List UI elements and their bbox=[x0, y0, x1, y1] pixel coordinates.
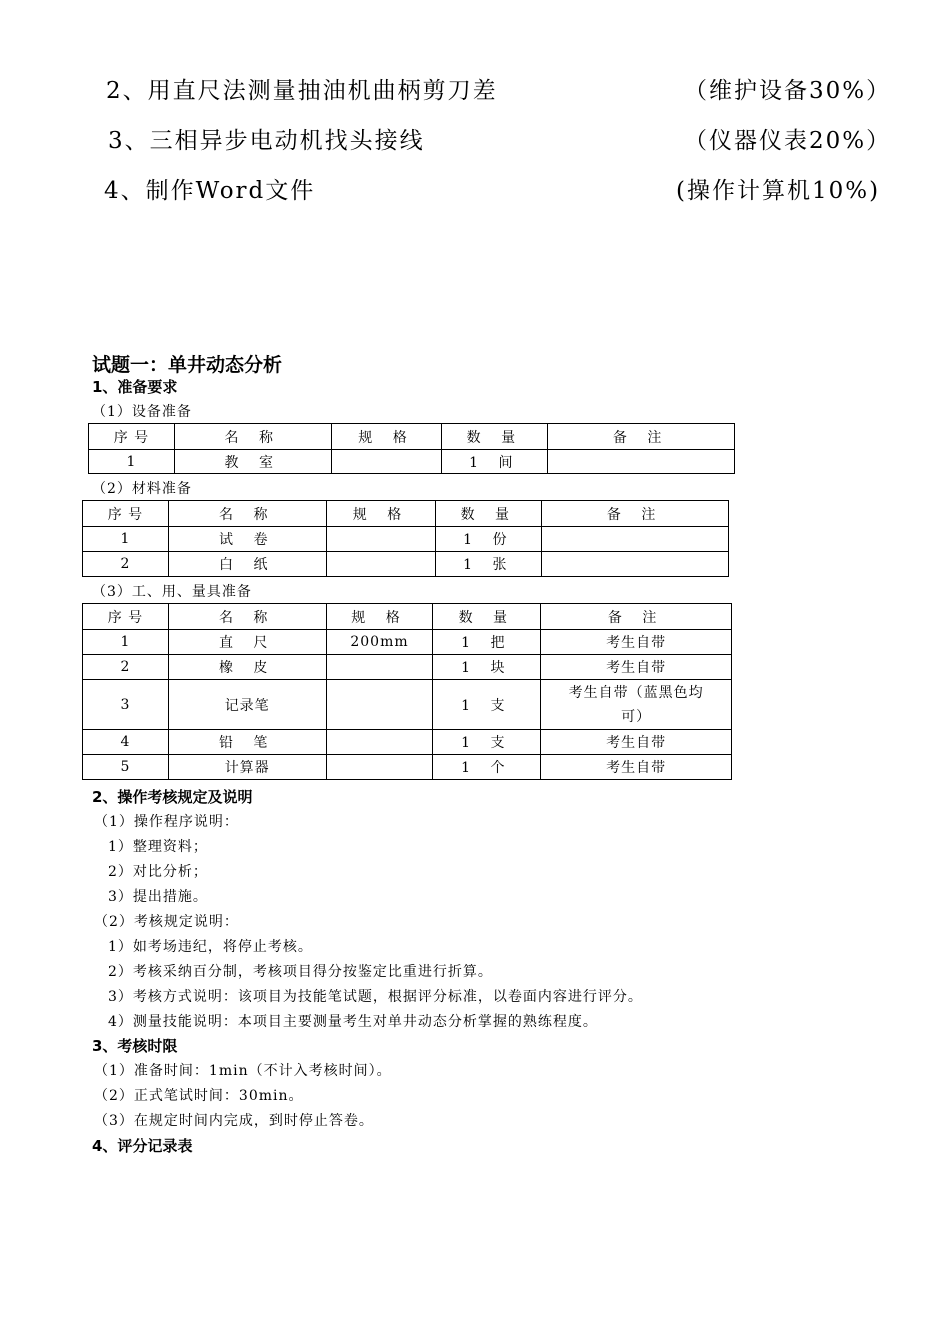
table-cell: 1 间 bbox=[442, 450, 548, 474]
materials-caption: （2）材料准备 bbox=[92, 481, 192, 497]
table-cell bbox=[326, 527, 436, 552]
table-cell: 考生自带（蓝黑色均可） bbox=[541, 680, 732, 730]
table-cell: 考生自带 bbox=[541, 730, 732, 755]
tools-caption: （3）工、用、量具准备 bbox=[92, 584, 252, 600]
table-cell bbox=[326, 730, 433, 755]
section-2-line: （1）操作程序说明： bbox=[94, 814, 239, 830]
section-2-heading: 2、操作考核规定及说明 bbox=[92, 788, 253, 806]
table-cell: 1 bbox=[83, 527, 169, 552]
table-row bbox=[83, 527, 729, 552]
table-row bbox=[83, 630, 732, 655]
table-cell: 1 把 bbox=[433, 630, 541, 655]
task-4-title: 4、制作Word文件 bbox=[104, 178, 316, 204]
table-row bbox=[83, 755, 732, 780]
table-cell: 2 bbox=[83, 552, 169, 577]
section-3-line: （3）在规定时间内完成，到时停止答卷。 bbox=[94, 1113, 374, 1129]
table-cell: 1 个 bbox=[433, 755, 541, 780]
section-2-line: 4）测量技能说明：本项目主要测量考生对单井动态分析掌握的熟练程度。 bbox=[108, 1014, 598, 1030]
header-cell: 名 称 bbox=[168, 604, 326, 630]
table-header-row bbox=[83, 501, 729, 527]
table-cell: 1 bbox=[89, 450, 175, 474]
table-cell bbox=[326, 755, 433, 780]
table-cell: 1 支 bbox=[433, 730, 541, 755]
section-3-line: （2）正式笔试时间：30min。 bbox=[94, 1088, 304, 1104]
section-4-heading: 4、评分记录表 bbox=[92, 1137, 193, 1155]
table-cell: 教 室 bbox=[174, 450, 331, 474]
table-row bbox=[83, 730, 732, 755]
section-2-line: 3）考核方式说明：该项目为技能笔试题，根据评分标准，以卷面内容进行评分。 bbox=[108, 989, 643, 1005]
table-row bbox=[83, 655, 732, 680]
section-2-line: （2）考核规定说明： bbox=[94, 914, 239, 930]
table-cell bbox=[326, 655, 433, 680]
table-cell bbox=[331, 450, 442, 474]
table-row bbox=[83, 552, 729, 577]
task-3-weight: （仪器仪表20%） bbox=[684, 128, 892, 154]
table-cell: 试 卷 bbox=[168, 527, 326, 552]
table-cell: 3 bbox=[83, 680, 169, 730]
header-cell: 数 量 bbox=[436, 501, 542, 527]
table-cell: 5 bbox=[83, 755, 169, 780]
section-2-line: 3）提出措施。 bbox=[108, 889, 208, 905]
task-3-title: 3、三相异步电动机找头接线 bbox=[108, 128, 425, 154]
header-cell: 序 号 bbox=[83, 604, 169, 630]
header-cell: 备 注 bbox=[542, 501, 729, 527]
header-cell: 备 注 bbox=[541, 604, 732, 630]
table-cell: 200mm bbox=[326, 630, 433, 655]
table-cell: 直 尺 bbox=[168, 630, 326, 655]
table-cell bbox=[548, 450, 735, 474]
header-cell: 备 注 bbox=[548, 424, 735, 450]
header-cell: 数 量 bbox=[433, 604, 541, 630]
table-cell: 铅 笔 bbox=[168, 730, 326, 755]
section-2-line: 1）整理资料； bbox=[108, 839, 208, 855]
header-cell: 名 称 bbox=[168, 501, 326, 527]
table-cell bbox=[326, 552, 436, 577]
table-cell: 橡 皮 bbox=[168, 655, 326, 680]
equipment-caption: （1）设备准备 bbox=[92, 404, 192, 420]
table-cell: 1 张 bbox=[436, 552, 542, 577]
header-cell: 规 格 bbox=[326, 604, 433, 630]
table-cell bbox=[326, 680, 433, 730]
table-cell: 1 支 bbox=[433, 680, 541, 730]
header-cell: 规 格 bbox=[326, 501, 436, 527]
table-cell: 考生自带 bbox=[541, 655, 732, 680]
section-3-line: （1）准备时间：1min（不计入考核时间）。 bbox=[94, 1063, 392, 1079]
table-cell: 1 bbox=[83, 630, 169, 655]
table-header-row bbox=[89, 424, 735, 450]
section-2-line: 2）对比分析； bbox=[108, 864, 208, 880]
table-cell: 考生自带 bbox=[541, 630, 732, 655]
table-cell: 白 纸 bbox=[168, 552, 326, 577]
table-cell: 1 份 bbox=[436, 527, 542, 552]
task-4-weight: (操作计算机10%) bbox=[676, 178, 881, 204]
table-cell bbox=[542, 527, 729, 552]
table-cell: 记录笔 bbox=[168, 680, 326, 730]
table-cell bbox=[542, 552, 729, 577]
table-cell: 1 块 bbox=[433, 655, 541, 680]
section-3-heading: 3、考核时限 bbox=[92, 1037, 178, 1055]
task-2-weight: （维护设备30%） bbox=[684, 78, 892, 104]
table-cell: 2 bbox=[83, 655, 169, 680]
exam-title: 试题一：单井动态分析 bbox=[92, 354, 283, 376]
table-cell: 计算器 bbox=[168, 755, 326, 780]
header-cell: 规 格 bbox=[331, 424, 442, 450]
section-1-heading: 1、准备要求 bbox=[92, 378, 178, 396]
section-2-line: 2）考核采纳百分制，考核项目得分按鉴定比重进行折算。 bbox=[108, 964, 493, 980]
table-row bbox=[89, 450, 735, 474]
tools-table bbox=[82, 603, 732, 780]
table-cell: 4 bbox=[83, 730, 169, 755]
header-cell: 数 量 bbox=[442, 424, 548, 450]
table-header-row bbox=[83, 604, 732, 630]
task-2-title: 2、用直尺法测量抽油机曲柄剪刀差 bbox=[106, 78, 498, 104]
table-cell: 考生自带 bbox=[541, 755, 732, 780]
header-cell: 序 号 bbox=[89, 424, 175, 450]
materials-table bbox=[82, 500, 729, 577]
section-2-line: 1）如考场违纪，将停止考核。 bbox=[108, 939, 313, 955]
header-cell: 名 称 bbox=[174, 424, 331, 450]
equipment-table bbox=[88, 423, 735, 474]
table-row bbox=[83, 680, 732, 730]
header-cell: 序 号 bbox=[83, 501, 169, 527]
